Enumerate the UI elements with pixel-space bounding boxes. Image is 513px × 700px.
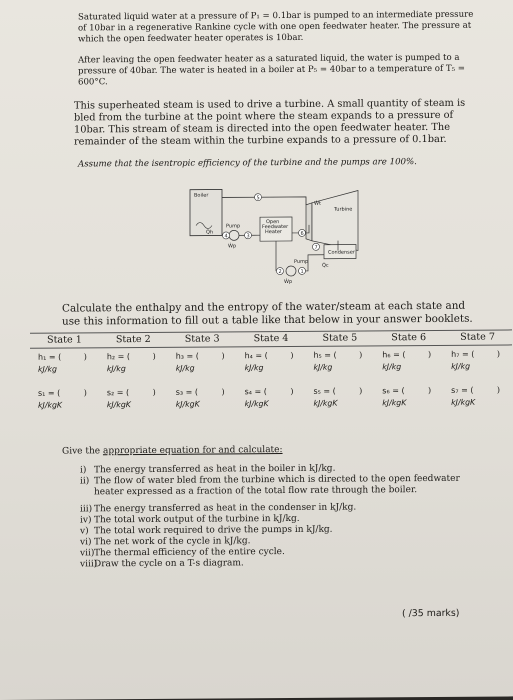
- item-text: The thermal efficiency of the entire cycle.: [94, 547, 285, 559]
- h-cell-6: [374, 346, 443, 382]
- wt-label: Ẇt: [314, 200, 321, 207]
- h-label: h₂ = (: [106, 352, 131, 362]
- close-paren: ): [152, 351, 156, 361]
- qh-label: Q̇h: [206, 229, 214, 236]
- s-unit: kJ/kgK: [382, 398, 407, 408]
- state-2-label: 2: [278, 269, 282, 276]
- assumption-paragraph: Assume that the isentropic efficiency of the turbine and the pumps are 100%.: [78, 157, 417, 170]
- h-unit: kJ/kg: [382, 362, 402, 372]
- close-paren: ): [428, 385, 432, 396]
- wp2-label: Ẇp: [284, 278, 293, 286]
- turbine-paragraph: This superheated steam is used to drive a turbine. A small quantity of steam is bled from the turbine at the point where the steam expands to a pressure of 10bar. This stream of steam is directed into the open feedwater heater. The remainder of the steam within the turbine expands to a pressure of 0.1bar.: [74, 97, 466, 148]
- h-cell-2: [99, 348, 168, 384]
- header-state-4: State 4: [253, 332, 289, 345]
- s-unit: kJ/kgK: [244, 399, 269, 409]
- h-label: h₄ = (: [244, 351, 268, 361]
- state-1-label: 1: [300, 268, 304, 275]
- h-label: h₁ = (: [38, 352, 62, 362]
- state-table: [30, 329, 512, 420]
- pump-2-shape: [286, 266, 296, 276]
- close-paren: ): [496, 349, 501, 359]
- header-state-3: State 3: [184, 333, 220, 345]
- s-label: s₇ = (: [451, 385, 474, 395]
- cycle-diagram: [188, 184, 368, 287]
- s-cell-4: [237, 383, 306, 419]
- lead-plain: Give the: [62, 446, 103, 457]
- state-7-label: 7: [314, 244, 318, 251]
- condenser-label: Condenser: [328, 249, 355, 256]
- h-unit: kJ/kg: [175, 363, 195, 373]
- enthalpy-row: [30, 345, 512, 384]
- item-number: v): [80, 526, 89, 537]
- close-paren: ): [290, 386, 294, 396]
- heater-label-1: Open: [266, 219, 280, 226]
- h-unit: kJ/kg: [38, 364, 57, 374]
- s-unit: kJ/kgK: [451, 397, 476, 407]
- s-unit: kJ/kgK: [38, 400, 63, 410]
- header-state-7: State 7: [460, 331, 495, 343]
- s-unit: kJ/kgK: [175, 399, 200, 409]
- calculation-list: [62, 444, 482, 571]
- h-label: h₅ = (: [313, 350, 337, 360]
- s-cell-1: [30, 384, 99, 420]
- h-cell-4: [237, 347, 306, 383]
- item-text: The total work output of the turbine in kJ/kg.: [94, 513, 300, 526]
- pump-1-shape: [229, 230, 239, 240]
- state-3-label: 3: [246, 233, 250, 240]
- close-paren: ): [221, 387, 225, 397]
- item-text: The flow of water bled from the turbine which is directed to the open feedwater heater expressed as a fraction of the total flow rate through the boiler.: [94, 473, 460, 498]
- turbine-shape: [306, 203, 312, 241]
- item-number: vii): [80, 548, 95, 559]
- item-number: iv): [80, 515, 92, 526]
- h-cell-1: [30, 348, 99, 384]
- h-cell-7: [443, 345, 512, 381]
- s-cell-2: [99, 384, 168, 420]
- entropy-row: [30, 381, 512, 420]
- close-paren: ): [428, 349, 432, 360]
- state-5-label: 5: [256, 195, 260, 202]
- heater-label-3: Heater: [265, 229, 282, 236]
- turbine-label: Turbine: [334, 206, 353, 213]
- s-cell-5: [305, 382, 374, 418]
- s-label: s₄ = (: [244, 387, 267, 397]
- marks-total: ( /35 marks): [402, 607, 460, 620]
- close-paren: ): [221, 351, 225, 361]
- h-unit: kJ/kg: [244, 363, 264, 373]
- item-number: iii): [80, 504, 93, 515]
- header-state-2: State 2: [115, 333, 151, 346]
- s-unit: kJ/kgK: [313, 398, 338, 408]
- header-state-1: State 1: [47, 334, 82, 346]
- s-label: s₃ = (: [175, 387, 199, 397]
- close-paren: ): [359, 350, 363, 360]
- s-unit: kJ/kgK: [106, 400, 131, 410]
- item-text: Draw the cycle on a T-s diagram.: [94, 558, 244, 570]
- intro-paragraph: Saturated liquid water at a pressure of P₁ = 0.1bar is pumped to an intermediate pressure of 10bar in a regenerative Rankine cycle with one open feedwater heater. The pressure at which the open feedwater heater operates is 10bar.: [78, 9, 474, 45]
- item-text: The energy transferred as heat in the condenser in kJ/kg.: [94, 502, 357, 515]
- s-cell-3: [168, 383, 237, 419]
- wp1-label: Ẇp: [228, 243, 237, 250]
- s-label: s₂ = (: [106, 388, 130, 398]
- s-cell-7: [443, 381, 512, 417]
- item-text: The net work of the cycle in kJ/kg.: [94, 536, 251, 548]
- header-state-6: State 6: [391, 332, 427, 344]
- item-number: viii): [80, 559, 98, 570]
- h-cell-3: [168, 347, 237, 383]
- item-text: The energy transferred as heat in the boiler in kJ/kg.: [94, 463, 336, 476]
- feedwater-paragraph: After leaving the open feedwater heater as a saturated liquid, the water is pumped to a pressure of 40bar. The water is heated in a boiler at P₅ = 40bar to a temperature of T₅ = 600°C.: [78, 52, 465, 88]
- h-unit: kJ/kg: [313, 362, 333, 372]
- item-text: The total work required to drive the pumps in kJ/kg.: [94, 524, 333, 537]
- close-paren: ): [496, 385, 501, 395]
- state-4-label: 4: [224, 233, 228, 240]
- qc-label: Q̇c: [322, 262, 329, 269]
- calculation-lead: [62, 444, 482, 458]
- close-paren: ): [290, 350, 294, 360]
- close-paren: ): [83, 388, 87, 398]
- item-number: ii): [80, 476, 90, 487]
- heater-label-2: Feedwater: [262, 223, 289, 231]
- s-label: s₅ = (: [313, 386, 336, 396]
- h-label: h₆ = (: [382, 350, 406, 360]
- h-label: h₇ = (: [451, 349, 475, 359]
- pump-2-label: Pump: [294, 258, 309, 265]
- list-item: [62, 557, 482, 571]
- item-number: vi): [80, 537, 92, 548]
- h-cell-5: [305, 346, 374, 382]
- header-state-5: State 5: [322, 332, 358, 344]
- s-cell-6: [374, 382, 443, 418]
- h-unit: kJ/kg: [451, 361, 471, 371]
- state-6-label: 6: [300, 230, 304, 237]
- boiler-label: Boiler: [194, 192, 209, 199]
- close-paren: ): [152, 387, 156, 397]
- h-unit: kJ/kg: [106, 364, 126, 374]
- lead-underlined: appropriate equation for and calculate:: [102, 445, 283, 457]
- h-label: h₃ = (: [175, 351, 199, 361]
- question-text: Calculate the enthalpy and the entropy of the water/steam at each state and use this information to fill out a table like that below in your answer booklets.: [62, 299, 473, 328]
- item-number: i): [80, 465, 87, 476]
- s-label: s₆ = (: [382, 386, 405, 396]
- close-paren: ): [83, 352, 87, 362]
- list-item: [62, 474, 482, 499]
- close-paren: ): [359, 386, 363, 396]
- s-label: s₁ = (: [38, 388, 61, 398]
- pump-1-label: Pump: [226, 223, 241, 230]
